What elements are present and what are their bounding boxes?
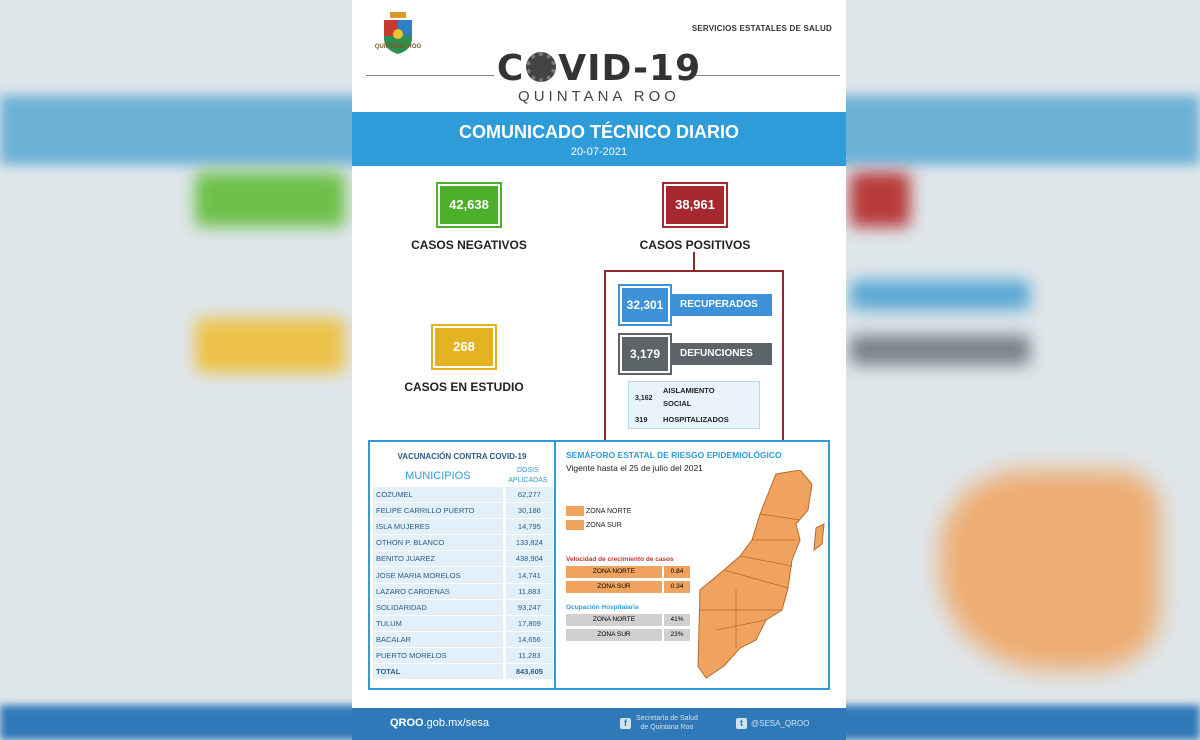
- lower-panel: [368, 440, 830, 690]
- municipio-cell: TOTAL: [373, 664, 503, 679]
- twitter-link[interactable]: t @SESA_QROO: [736, 718, 809, 729]
- ocupacion-row: ZONA SUR 23%: [566, 629, 690, 641]
- poster-header: [352, 0, 846, 112]
- dosis-cell: 30,186: [503, 503, 553, 518]
- col-dosis: DOSIS APLICADAS: [508, 467, 548, 484]
- website-link[interactable]: QROO.gob.mx/sesa: [390, 717, 490, 729]
- col-municipios: MUNICIPIOS: [373, 466, 503, 486]
- table-row: [373, 519, 553, 534]
- table-row: [373, 584, 553, 599]
- municipio-cell: FELIPE CARRILLO PUERTO: [373, 503, 503, 518]
- dosis-cell: 438,904: [503, 551, 553, 566]
- table-row: [373, 632, 553, 647]
- total-row: [373, 664, 553, 679]
- recuperados-value: 32,301: [620, 286, 670, 324]
- virus-icon: [526, 52, 556, 82]
- vaccination-rows: [373, 487, 553, 679]
- table-row: [373, 600, 553, 615]
- table-row: [373, 487, 553, 502]
- table-row: [373, 535, 553, 550]
- stat-estudio-value: 268: [433, 326, 495, 368]
- legend-item: ZONA NORTE: [566, 504, 631, 518]
- dosis-cell: 14,741: [503, 567, 553, 582]
- dosis-cell: 14,656: [503, 632, 553, 647]
- municipio-cell: COZUMEL: [373, 487, 503, 502]
- positivos-connector: [693, 252, 695, 270]
- velocidad-table: [566, 556, 690, 596]
- aislamiento-value: 3,162: [635, 395, 653, 402]
- defunciones-pill: [620, 343, 772, 365]
- municipio-cell: OTHON P. BLANCO: [373, 535, 503, 550]
- dosis-cell: 14,795: [503, 519, 553, 534]
- agency-name: SERVICIOS ESTATALES DE SALUD: [691, 24, 832, 33]
- report-date: 20-07-2021: [570, 146, 628, 158]
- municipio-cell: JOSE MARIA MORELOS: [373, 567, 503, 582]
- facebook-link[interactable]: f Secretaría de Salud de Quintana Roo: [620, 714, 698, 732]
- stat-negativos-label: CASOS NEGATIVOS: [411, 238, 527, 252]
- state-name: QUINTANA ROO: [374, 44, 422, 50]
- dosis-cell: 843,605: [503, 664, 553, 679]
- table-row: [373, 567, 553, 582]
- table-row: [373, 616, 553, 631]
- velocidad-row: ZONA NORTE 0.84: [566, 566, 690, 578]
- stat-positivos-label: CASOS POSITIVOS: [639, 238, 751, 252]
- dosis-cell: 17,809: [503, 616, 553, 631]
- municipio-cell: PUERTO MORELOS: [373, 648, 503, 663]
- vaccination-table: [373, 465, 553, 680]
- velocidad-title: Velocidad de crecimiento de casos: [566, 556, 674, 563]
- stat-estudio-label: CASOS EN ESTUDIO: [404, 380, 524, 394]
- hospitalizados-value: 319: [635, 415, 648, 424]
- quintana-roo-risk-map: [696, 470, 828, 680]
- ocupacion-table: [566, 604, 690, 644]
- table-row: [373, 551, 553, 566]
- stat-negativos: [404, 184, 534, 252]
- twitter-icon: t: [736, 718, 747, 729]
- aislamiento-label-1: AISLAMIENTO: [663, 386, 715, 395]
- aislamiento-hospitalizados-box: [628, 381, 760, 429]
- dosis-cell: 133,824: [503, 535, 553, 550]
- semaforo-title: SEMÁFORO ESTATAL DE RIESGO EPIDEMIOLÓGICO: [566, 450, 782, 460]
- defunciones-value: 3,179: [620, 335, 670, 373]
- subtitle: QUINTANA ROO: [518, 88, 680, 105]
- stat-negativos-value: 42,638: [438, 184, 500, 226]
- municipio-cell: TULUM: [373, 616, 503, 631]
- municipio-cell: BENITO JUAREZ: [373, 551, 503, 566]
- dosis-cell: 11,283: [503, 648, 553, 663]
- vaccination-section: [370, 442, 556, 688]
- main-title: C VID-19: [496, 48, 702, 89]
- stat-estudio: [399, 326, 529, 394]
- ocupacion-title: Ocupación Hospitalaria: [566, 604, 639, 611]
- semaforo-vigencia: Vigente hasta el 25 de julio del 2021: [566, 463, 703, 473]
- table-row: [373, 503, 553, 518]
- legend-item: ZONA SUR: [566, 518, 631, 532]
- recuperados-pill: [620, 294, 772, 316]
- municipio-cell: SOLIDARIDAD: [373, 600, 503, 615]
- report-banner: [352, 112, 846, 166]
- semaforo-legend: [566, 504, 631, 532]
- hospitalizados-label: HOSPITALIZADOS: [663, 415, 729, 424]
- dosis-cell: 93,247: [503, 600, 553, 615]
- ocupacion-row: ZONA NORTE 41%: [566, 614, 690, 626]
- vaccination-title: VACUNACIÓN CONTRA COVID-19: [397, 452, 527, 461]
- velocidad-row: ZONA SUR 0.34: [566, 581, 690, 593]
- dosis-cell: 11,883: [503, 584, 553, 599]
- semaforo-section: [566, 450, 826, 686]
- table-row: [373, 648, 553, 663]
- report-title: COMUNICADO TÉCNICO DIARIO: [459, 122, 739, 142]
- facebook-icon: f: [620, 718, 631, 729]
- defunciones-label: DEFUNCIONES: [680, 348, 753, 359]
- poster-footer: [352, 708, 846, 740]
- stat-positivos-value: 38,961: [664, 184, 726, 226]
- aislamiento-label-2: SOCIAL: [663, 399, 692, 408]
- recuperados-label: RECUPERADOS: [680, 299, 758, 310]
- municipio-cell: LAZARO CARDENAS: [373, 584, 503, 599]
- dosis-cell: 62,277: [503, 487, 553, 502]
- infographic-poster: [352, 0, 846, 740]
- municipio-cell: BACALAR: [373, 632, 503, 647]
- municipio-cell: ISLA MUJERES: [373, 519, 503, 534]
- stat-positivos: [630, 184, 760, 252]
